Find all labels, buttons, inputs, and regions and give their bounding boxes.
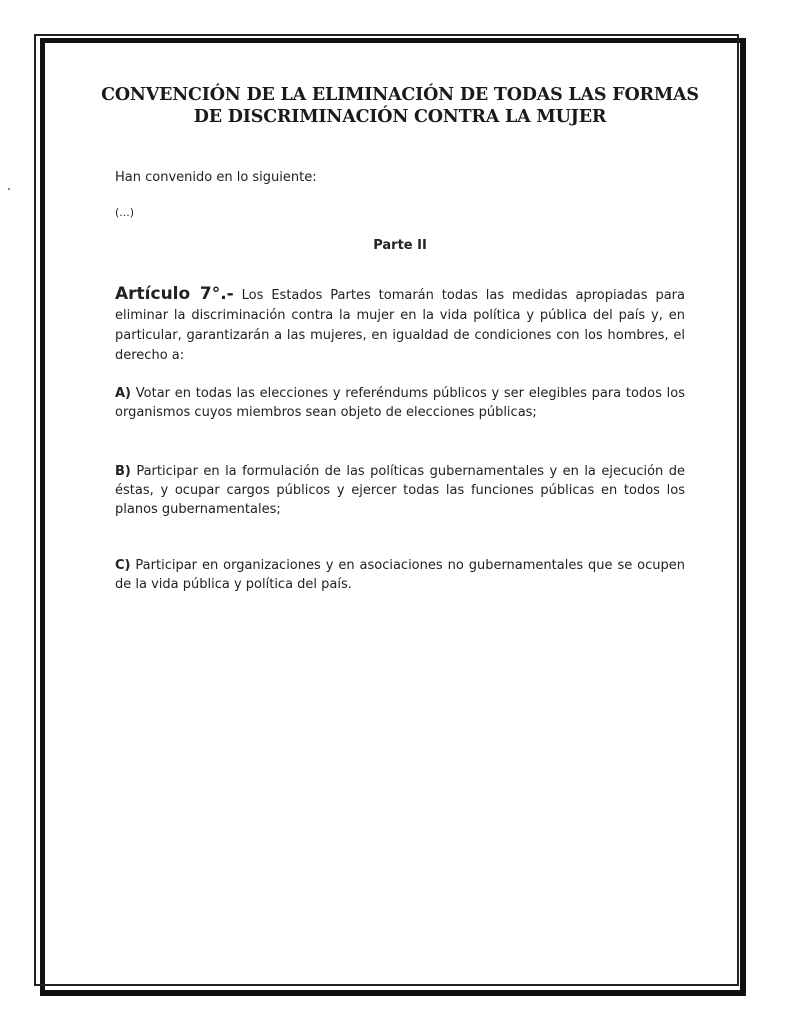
item-a-letter: A): [115, 386, 132, 401]
scan-mark: [8, 188, 10, 190]
article-text: Los Estados Partes tomarán todas las medidas apropiadas para eliminar la discriminación contra la mujer en la vida política y pública del país y, en particular, garantizarán a las mujeres, en igualdad de condiciones con los hombres, el derecho a:: [115, 288, 685, 363]
article-paragraph: [115, 284, 685, 366]
title-line-1: CONVENCIÓN DE LA ELIMINACIÓN DE TODAS LAS FORMAS: [101, 85, 699, 105]
document-title: [90, 84, 710, 128]
item-a-paragraph: [115, 384, 685, 422]
item-b-text: Participar en la formulación de las políticas gubernamentales y en la ejecución de éstas, y ocupar cargos públicos y ejercer todas las funciones públicas en todos los planos gubernamentales;: [115, 464, 686, 517]
item-b-paragraph: [115, 462, 685, 519]
ellipsis-text: (...): [115, 206, 135, 219]
article-label: Artículo 7°.-: [115, 284, 234, 304]
intro-text: Han convenido en lo siguiente:: [115, 170, 317, 185]
item-c-letter: C): [115, 558, 131, 573]
title-line-2: DE DISCRIMINACIÓN CONTRA LA MUJER: [193, 107, 607, 127]
item-b-letter: B): [115, 464, 131, 479]
section-heading: Parte II: [373, 238, 427, 253]
item-a-text: Votar en todas las elecciones y referéndums públicos y ser elegibles para todos los organismos cuyos miembros sean objeto de elecciones públicas;: [115, 386, 685, 420]
item-c-paragraph: [115, 556, 685, 594]
item-c-text: Participar en organizaciones y en asociaciones no gubernamentales que se ocupen de la vida pública y política del país.: [115, 558, 685, 592]
